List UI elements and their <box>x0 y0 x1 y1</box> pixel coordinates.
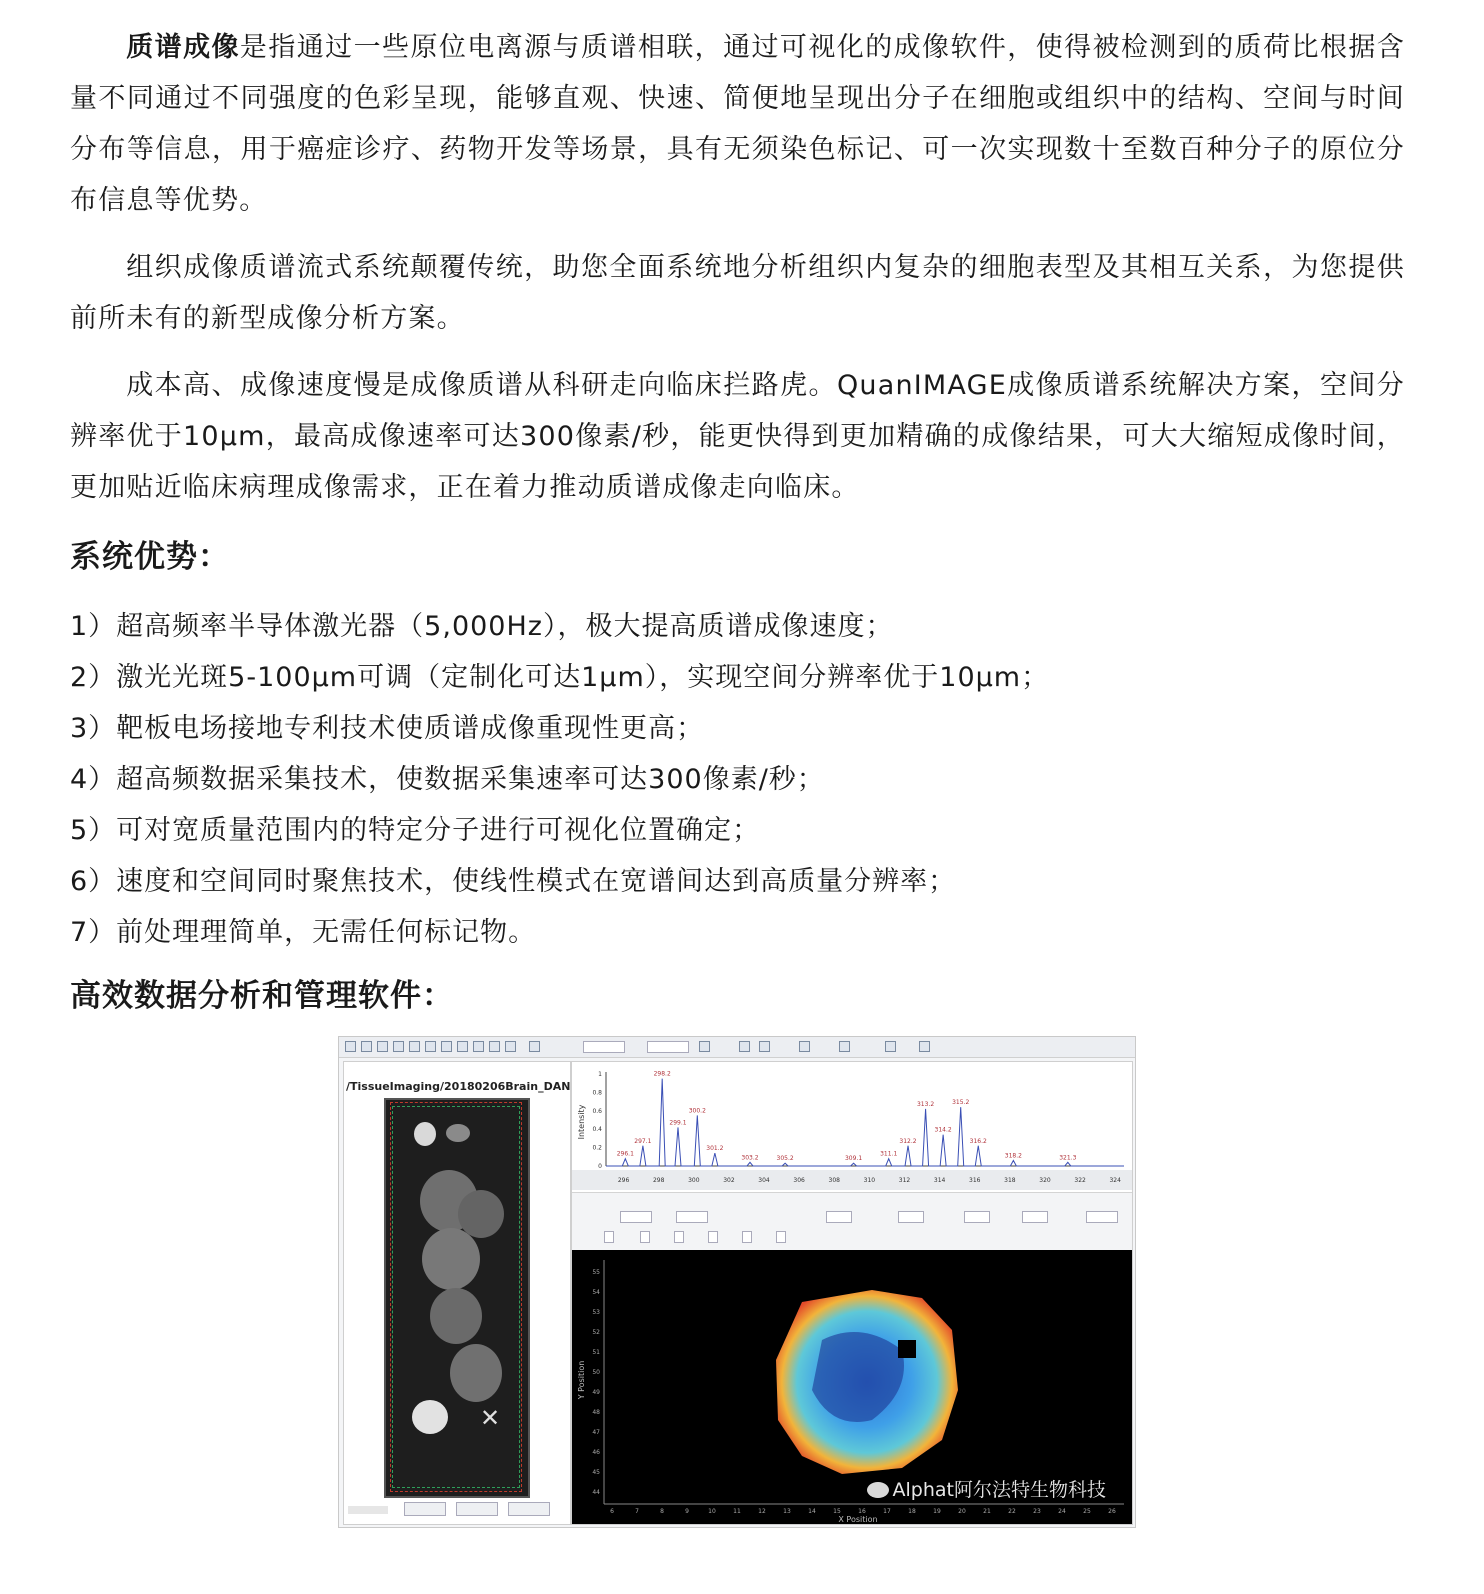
toolbar-icon <box>919 1041 930 1052</box>
list-item: 3）靶板电场接地专利技术使质谱成像重现性更高； <box>70 713 705 744</box>
peak-label: 296.1 <box>616 1150 634 1158</box>
number-field[interactable] <box>1086 1211 1118 1223</box>
x-tick-label: 308 <box>828 1177 840 1184</box>
peak-label: 298.2 <box>653 1070 671 1078</box>
peak-label: 316.2 <box>969 1137 987 1145</box>
checkbox[interactable] <box>674 1231 684 1243</box>
x-tick-label: 300 <box>688 1177 700 1184</box>
article <box>70 22 1405 1024</box>
checkbox[interactable] <box>640 1231 650 1243</box>
y-tick-label: 55 <box>592 1269 600 1276</box>
x-tick-label: 16 <box>858 1508 866 1515</box>
panel-button[interactable] <box>456 1502 498 1516</box>
peak-label: 315.2 <box>952 1099 970 1107</box>
x-tick-label: 18 <box>908 1508 916 1515</box>
tissue-section <box>450 1344 502 1402</box>
x-tick-label: 298 <box>652 1177 665 1184</box>
tissue-section <box>430 1288 482 1344</box>
toolbar-icon <box>529 1041 540 1052</box>
x-tick-label: 322 <box>1074 1177 1086 1184</box>
heatmap-gap <box>898 1340 916 1358</box>
peak-label: 303.2 <box>741 1154 759 1162</box>
toolbar-icon <box>441 1041 452 1052</box>
paragraph-3-text: 成本高、成像速度慢是成像质谱从科研走向临床拦路虎。QuanIMAGE成像质谱系统解决方案，空间分辨率优于10μm，最高成像速率可达300像素/秒，能更快得到更加精确的成像结果，可大大缩短成像时间，更加贴近临床病理成像需求，正在着力推动质谱成像走向临床。 <box>70 370 1405 503</box>
peak-label: 299.1 <box>669 1119 687 1127</box>
toolbar-icon <box>489 1041 500 1052</box>
section-title-software: 高效数据分析和管理软件： <box>70 978 454 1014</box>
toolbar-field <box>647 1041 689 1053</box>
x-tick-label: 9 <box>685 1508 689 1515</box>
number-field[interactable] <box>898 1211 924 1223</box>
y-tick-label: 51 <box>592 1349 600 1356</box>
peak-label: 313.2 <box>916 1100 935 1108</box>
y-tick-label: 1 <box>598 1071 602 1078</box>
list-item: 7）前处理理简单，无需任何标记物。 <box>70 917 537 948</box>
peak-label: 300.2 <box>688 1107 706 1115</box>
y-tick-label: 52 <box>592 1329 600 1336</box>
ms-image-panel <box>572 1250 1132 1524</box>
peak-label: 314.2 <box>934 1126 952 1134</box>
x-tick-label: 310 <box>863 1177 876 1184</box>
x-tick-label: 304 <box>758 1177 770 1184</box>
y-tick-label: 0 <box>598 1163 602 1170</box>
x-position-label: X Position <box>838 1515 878 1524</box>
toolbar-icon <box>799 1041 810 1052</box>
x-tick-label: 12 <box>758 1508 766 1515</box>
toolbar-icon <box>409 1041 420 1052</box>
y-tick-label: 0.8 <box>592 1089 602 1097</box>
x-tick-label: 302 <box>723 1177 735 1184</box>
toolbar-icon <box>759 1041 770 1052</box>
toolbar-icon <box>425 1041 436 1052</box>
y-tick-label: 0.6 <box>592 1107 602 1115</box>
y-tick-label: 47 <box>592 1429 600 1436</box>
y-tick-label: 48 <box>592 1409 600 1416</box>
tissue-marker <box>412 1400 448 1434</box>
paragraph-2 <box>70 242 1405 344</box>
x-tick-label: 306 <box>793 1177 805 1184</box>
software-screenshot <box>338 1036 1136 1528</box>
y-tick-label: 44 <box>592 1489 600 1496</box>
file-path: /TissueImaging/20180206Brain_DAN <box>346 1080 571 1093</box>
advantages-list <box>70 601 1405 958</box>
toolbar-icon <box>885 1041 896 1052</box>
controls-panel <box>572 1192 1132 1252</box>
panel-label-bar <box>348 1506 388 1514</box>
x-tick-label: 296 <box>617 1177 630 1184</box>
number-field[interactable] <box>676 1211 708 1223</box>
panel-button[interactable] <box>508 1502 550 1516</box>
peak-label: 301.2 <box>706 1145 724 1153</box>
number-field[interactable] <box>826 1211 852 1223</box>
x-tick-label: 24 <box>1058 1508 1066 1515</box>
x-tick-label: 25 <box>1083 1508 1091 1515</box>
peak-label: 311.1 <box>880 1150 898 1158</box>
tissue-section <box>422 1228 480 1290</box>
paragraph-2-text: 组织成像质谱流式系统颠覆传统，助您全面系统地分析组织内复杂的细胞表型及其相互关系，为您提供前所未有的新型成像分析方案。 <box>70 252 1405 334</box>
cross-marker-icon: ✕ <box>480 1404 501 1432</box>
toolbar-icon <box>377 1041 388 1052</box>
toolbar-icon <box>345 1041 356 1052</box>
toolbar-icon <box>505 1041 516 1052</box>
x-tick-label: 10 <box>708 1508 716 1515</box>
y-axis-label: Intensity <box>577 1104 586 1140</box>
checkbox[interactable] <box>604 1231 614 1243</box>
toolbar <box>339 1037 1135 1058</box>
checkbox[interactable] <box>776 1231 786 1243</box>
y-position-label: Y Position <box>577 1360 586 1400</box>
y-tick-label: 50 <box>592 1369 600 1376</box>
wechat-icon <box>867 1482 889 1498</box>
y-tick-label: 49 <box>592 1389 600 1396</box>
toolbar-icon <box>393 1041 404 1052</box>
paragraph-1 <box>70 22 1405 226</box>
x-tick-label: 7 <box>635 1508 639 1515</box>
x-tick-label: 316 <box>969 1177 981 1184</box>
toolbar-field <box>583 1041 625 1053</box>
number-field[interactable] <box>620 1211 652 1223</box>
x-tick-label: 318 <box>1004 1177 1016 1184</box>
term-bold: 质谱成像 <box>126 32 240 63</box>
x-tick-label: 20 <box>958 1508 966 1515</box>
peak-label: 321.3 <box>1059 1154 1077 1162</box>
peak-label: 312.2 <box>899 1137 917 1145</box>
checkbox[interactable] <box>708 1231 718 1243</box>
peak-label: 318.2 <box>1004 1152 1022 1160</box>
analysis-panel <box>571 1061 1133 1525</box>
tissue-section <box>446 1124 470 1142</box>
toolbar-icon <box>361 1041 372 1052</box>
mass-spectrum-chart <box>572 1062 1132 1190</box>
panel-button[interactable] <box>404 1502 446 1516</box>
toolbar-icon <box>457 1041 468 1052</box>
paragraph-1-text: 是指通过一些原位电离源与质谱相联，通过可视化的成像软件，使得被检测到的质荷比根据含量不同通过不同强度的色彩呈现，能够直观、快速、简便地呈现出分子在细胞或组织中的结构、空间与时间分布等信息，用于癌症诊疗、药物开发等场景，具有无须染色标记、可一次实现数十至数百种分子的原位分布信息等优势。 <box>70 32 1405 216</box>
tissue-slide <box>384 1098 530 1498</box>
x-tick-label: 8 <box>660 1508 664 1515</box>
x-tick-label: 23 <box>1033 1508 1041 1515</box>
y-tick-label: 45 <box>592 1469 600 1476</box>
x-tick-label: 314 <box>933 1177 946 1184</box>
x-tick-label: 324 <box>1109 1177 1121 1184</box>
y-tick-label: 46 <box>592 1449 600 1456</box>
x-tick-label: 21 <box>983 1508 991 1515</box>
x-tick-label: 6 <box>610 1508 614 1515</box>
number-field[interactable] <box>964 1211 990 1223</box>
paragraph-3 <box>70 360 1405 513</box>
x-tick-label: 19 <box>933 1508 941 1515</box>
peak-label: 309.1 <box>844 1155 863 1163</box>
x-tick-label: 17 <box>883 1508 891 1515</box>
x-tick-label: 15 <box>833 1508 841 1515</box>
toolbar-icon <box>699 1041 710 1052</box>
watermark <box>867 1475 1106 1502</box>
x-tick-label: 13 <box>783 1508 791 1515</box>
list-item: 5）可对宽质量范围内的特定分子进行可视化位置确定； <box>70 815 761 846</box>
tissue-marker <box>414 1122 436 1146</box>
x-tick-label: 312 <box>898 1177 911 1184</box>
peak-label: 305.2 <box>776 1155 794 1163</box>
number-field[interactable] <box>1022 1211 1048 1223</box>
section-title-advantages: 系统优势： <box>70 539 230 575</box>
checkbox[interactable] <box>742 1231 752 1243</box>
watermark-text: Alphat阿尔法特生物科技 <box>892 1479 1106 1501</box>
list-item: 2）激光光斑5-100μm可调（定制化可达1μm），实现空间分辨率优于10μm； <box>70 662 1050 693</box>
peak-label: 297.1 <box>634 1137 652 1145</box>
list-item: 6）速度和空间同时聚焦技术，使线性模式在宽谱间达到高质量分辨率； <box>70 866 957 897</box>
control-row <box>576 1231 1126 1243</box>
y-tick-label: 54 <box>592 1289 600 1296</box>
list-item: 4）超高频数据采集技术，使数据采集速率可达300像素/秒； <box>70 764 825 795</box>
y-tick-label: 0.2 <box>592 1144 602 1152</box>
x-tick-label: 11 <box>733 1508 741 1515</box>
toolbar-icon <box>739 1041 750 1052</box>
x-tick-label: 320 <box>1039 1177 1051 1184</box>
y-tick-label: 53 <box>592 1309 600 1316</box>
x-tick-label: 26 <box>1108 1508 1116 1515</box>
list-item: 1）超高频率半导体激光器（5,000Hz），极大提高质谱成像速度； <box>70 611 894 642</box>
toolbar-icon <box>839 1041 850 1052</box>
control-row <box>576 1211 1126 1223</box>
x-tick-label: 14 <box>808 1508 816 1515</box>
x-tick-label: 22 <box>1008 1508 1016 1515</box>
tissue-image-panel <box>343 1061 571 1525</box>
y-tick-label: 0.4 <box>592 1126 602 1134</box>
toolbar-icon <box>473 1041 484 1052</box>
